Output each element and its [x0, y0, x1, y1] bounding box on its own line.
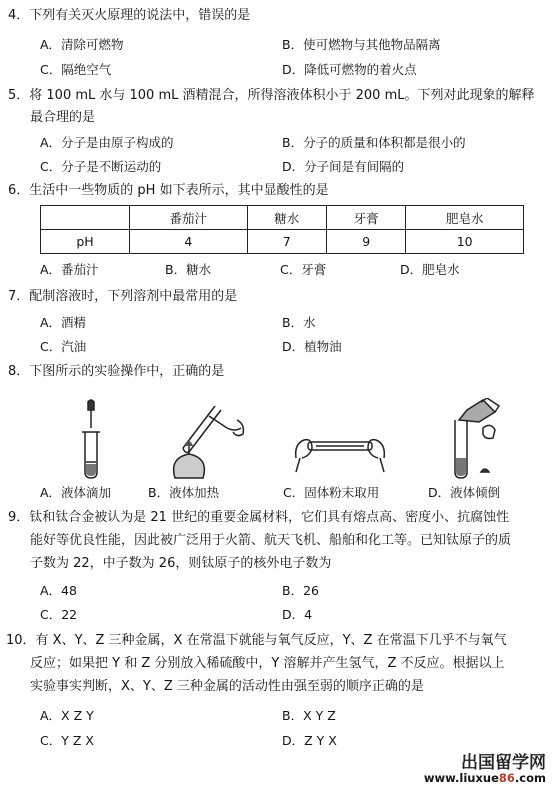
ph-table-cell: 10 — [406, 230, 524, 254]
heating-figure — [163, 398, 255, 480]
watermark-url-prefix: www.liuxue — [423, 771, 499, 785]
q5-option-d: D．分子间是有间隔的 — [282, 159, 405, 174]
ph-table-cell: 4 — [130, 230, 248, 254]
q6-option-d: D．肥皂水 — [400, 262, 460, 277]
q5-stem-line1: 5．将 100 mL 水与 100 mL 酒精混合，所得溶液体积小于 200 mL。下列对此现象的解释 — [8, 88, 535, 103]
q9-stem-line3: 子数为 22，中子数为 26，则钛原子的核外电子数为 — [30, 556, 332, 571]
q9-option-d: D．4 — [282, 607, 313, 622]
watermark-url-suffix: .com — [514, 771, 546, 785]
q8-caption-d: D．液体倾倒 — [428, 485, 501, 500]
q4-option-a: A．清除可燃物 — [40, 37, 124, 52]
q4-option-d: D．降低可燃物的着火点 — [282, 62, 417, 77]
ph-table-header-row — [41, 206, 524, 230]
ph-table-corner — [41, 206, 130, 230]
q4-option-c: C．隔绝空气 — [40, 62, 112, 77]
q8-caption-b: B．液体加热 — [148, 485, 220, 500]
q10-option-d: D．Z Y X — [282, 733, 337, 748]
q7-option-b: B．水 — [282, 315, 316, 330]
ph-table-header: 肥皂水 — [406, 206, 524, 230]
q8-caption-c: C．固体粉末取用 — [283, 485, 380, 500]
q5-option-a: A．分子是由原子构成的 — [40, 135, 174, 150]
powder-figure — [290, 398, 390, 480]
q10-option-b: B．X Y Z — [282, 708, 336, 723]
q10-option-a: A．X Z Y — [40, 708, 94, 723]
q9-option-b: B．26 — [282, 583, 319, 598]
pouring-figure — [425, 398, 515, 480]
watermark-url-number: 86 — [498, 771, 515, 785]
ph-table-header: 牙膏 — [326, 206, 405, 230]
dropper-figure — [55, 398, 125, 480]
q8-caption-a: A．液体滴加 — [40, 485, 112, 500]
q5-option-b: B．分子的质量和体积都是很小的 — [282, 135, 466, 150]
q7-option-a: A．酒精 — [40, 315, 87, 330]
q8-stem: 8．下图所示的实验操作中，正确的是 — [8, 364, 225, 379]
q4-stem: 4．下列有关灭火原理的说法中，错误的是 — [8, 8, 251, 23]
q7-option-d: D．植物油 — [282, 339, 342, 354]
q9-stem-line2: 能好等优良性能，因此被广泛用于火箭、航天飞机、船舶和化工等。已知钛原子的质 — [30, 533, 512, 548]
q9-option-a: A．48 — [40, 583, 77, 598]
q9-option-c: C．22 — [40, 607, 78, 622]
q6-stem: 6．生活中一些物质的 pH 如下表所示，其中显酸性的是 — [8, 183, 329, 198]
q10-option-c: C．Y Z X — [40, 733, 94, 748]
q10-stem-line2: 反应；如果把 Y 和 Z 分别放入稀硫酸中，Y 溶解并产生氢气，Z 不反应。根据以上 — [30, 656, 505, 671]
ph-table-row — [41, 230, 524, 254]
q10-stem-line1: 10．有 X、Y、Z 三种金属，X 在常温下就能与氧气反应，Y、Z 在常温下几乎不与氧气 — [6, 633, 507, 648]
q6-option-a: A．番茄汁 — [40, 262, 99, 277]
watermark-url — [424, 771, 546, 785]
ph-table-header: 番茄汁 — [130, 206, 248, 230]
q7-stem: 7．配制溶液时，下列溶剂中最常用的是 — [8, 289, 238, 304]
ph-table-header: 糖水 — [247, 206, 326, 230]
q7-option-c: C．汽油 — [40, 339, 87, 354]
ph-table — [40, 205, 524, 254]
q5-stem-line2: 最合理的是 — [30, 110, 96, 125]
ph-table-cell: pH — [41, 230, 130, 254]
q6-option-b: B．糖水 — [165, 262, 212, 277]
ph-table-cell: 7 — [247, 230, 326, 254]
q6-option-c: C．牙膏 — [280, 262, 327, 277]
q10-stem-line3: 实验事实判断，X、Y、Z 三种金属的活动性由强至弱的顺序正确的是 — [30, 679, 424, 694]
ph-table-cell: 9 — [326, 230, 405, 254]
watermark-logo-text: 出国留学网 — [461, 753, 546, 773]
q9-stem-line1: 9．钛和钛合金被认为是 21 世纪的重要金属材料，它们具有熔点高、密度小、抗腐蚀性 — [8, 510, 510, 525]
q5-option-c: C．分子是不断运动的 — [40, 159, 162, 174]
q4-option-b: B．使可燃物与其他物品隔离 — [282, 37, 441, 52]
